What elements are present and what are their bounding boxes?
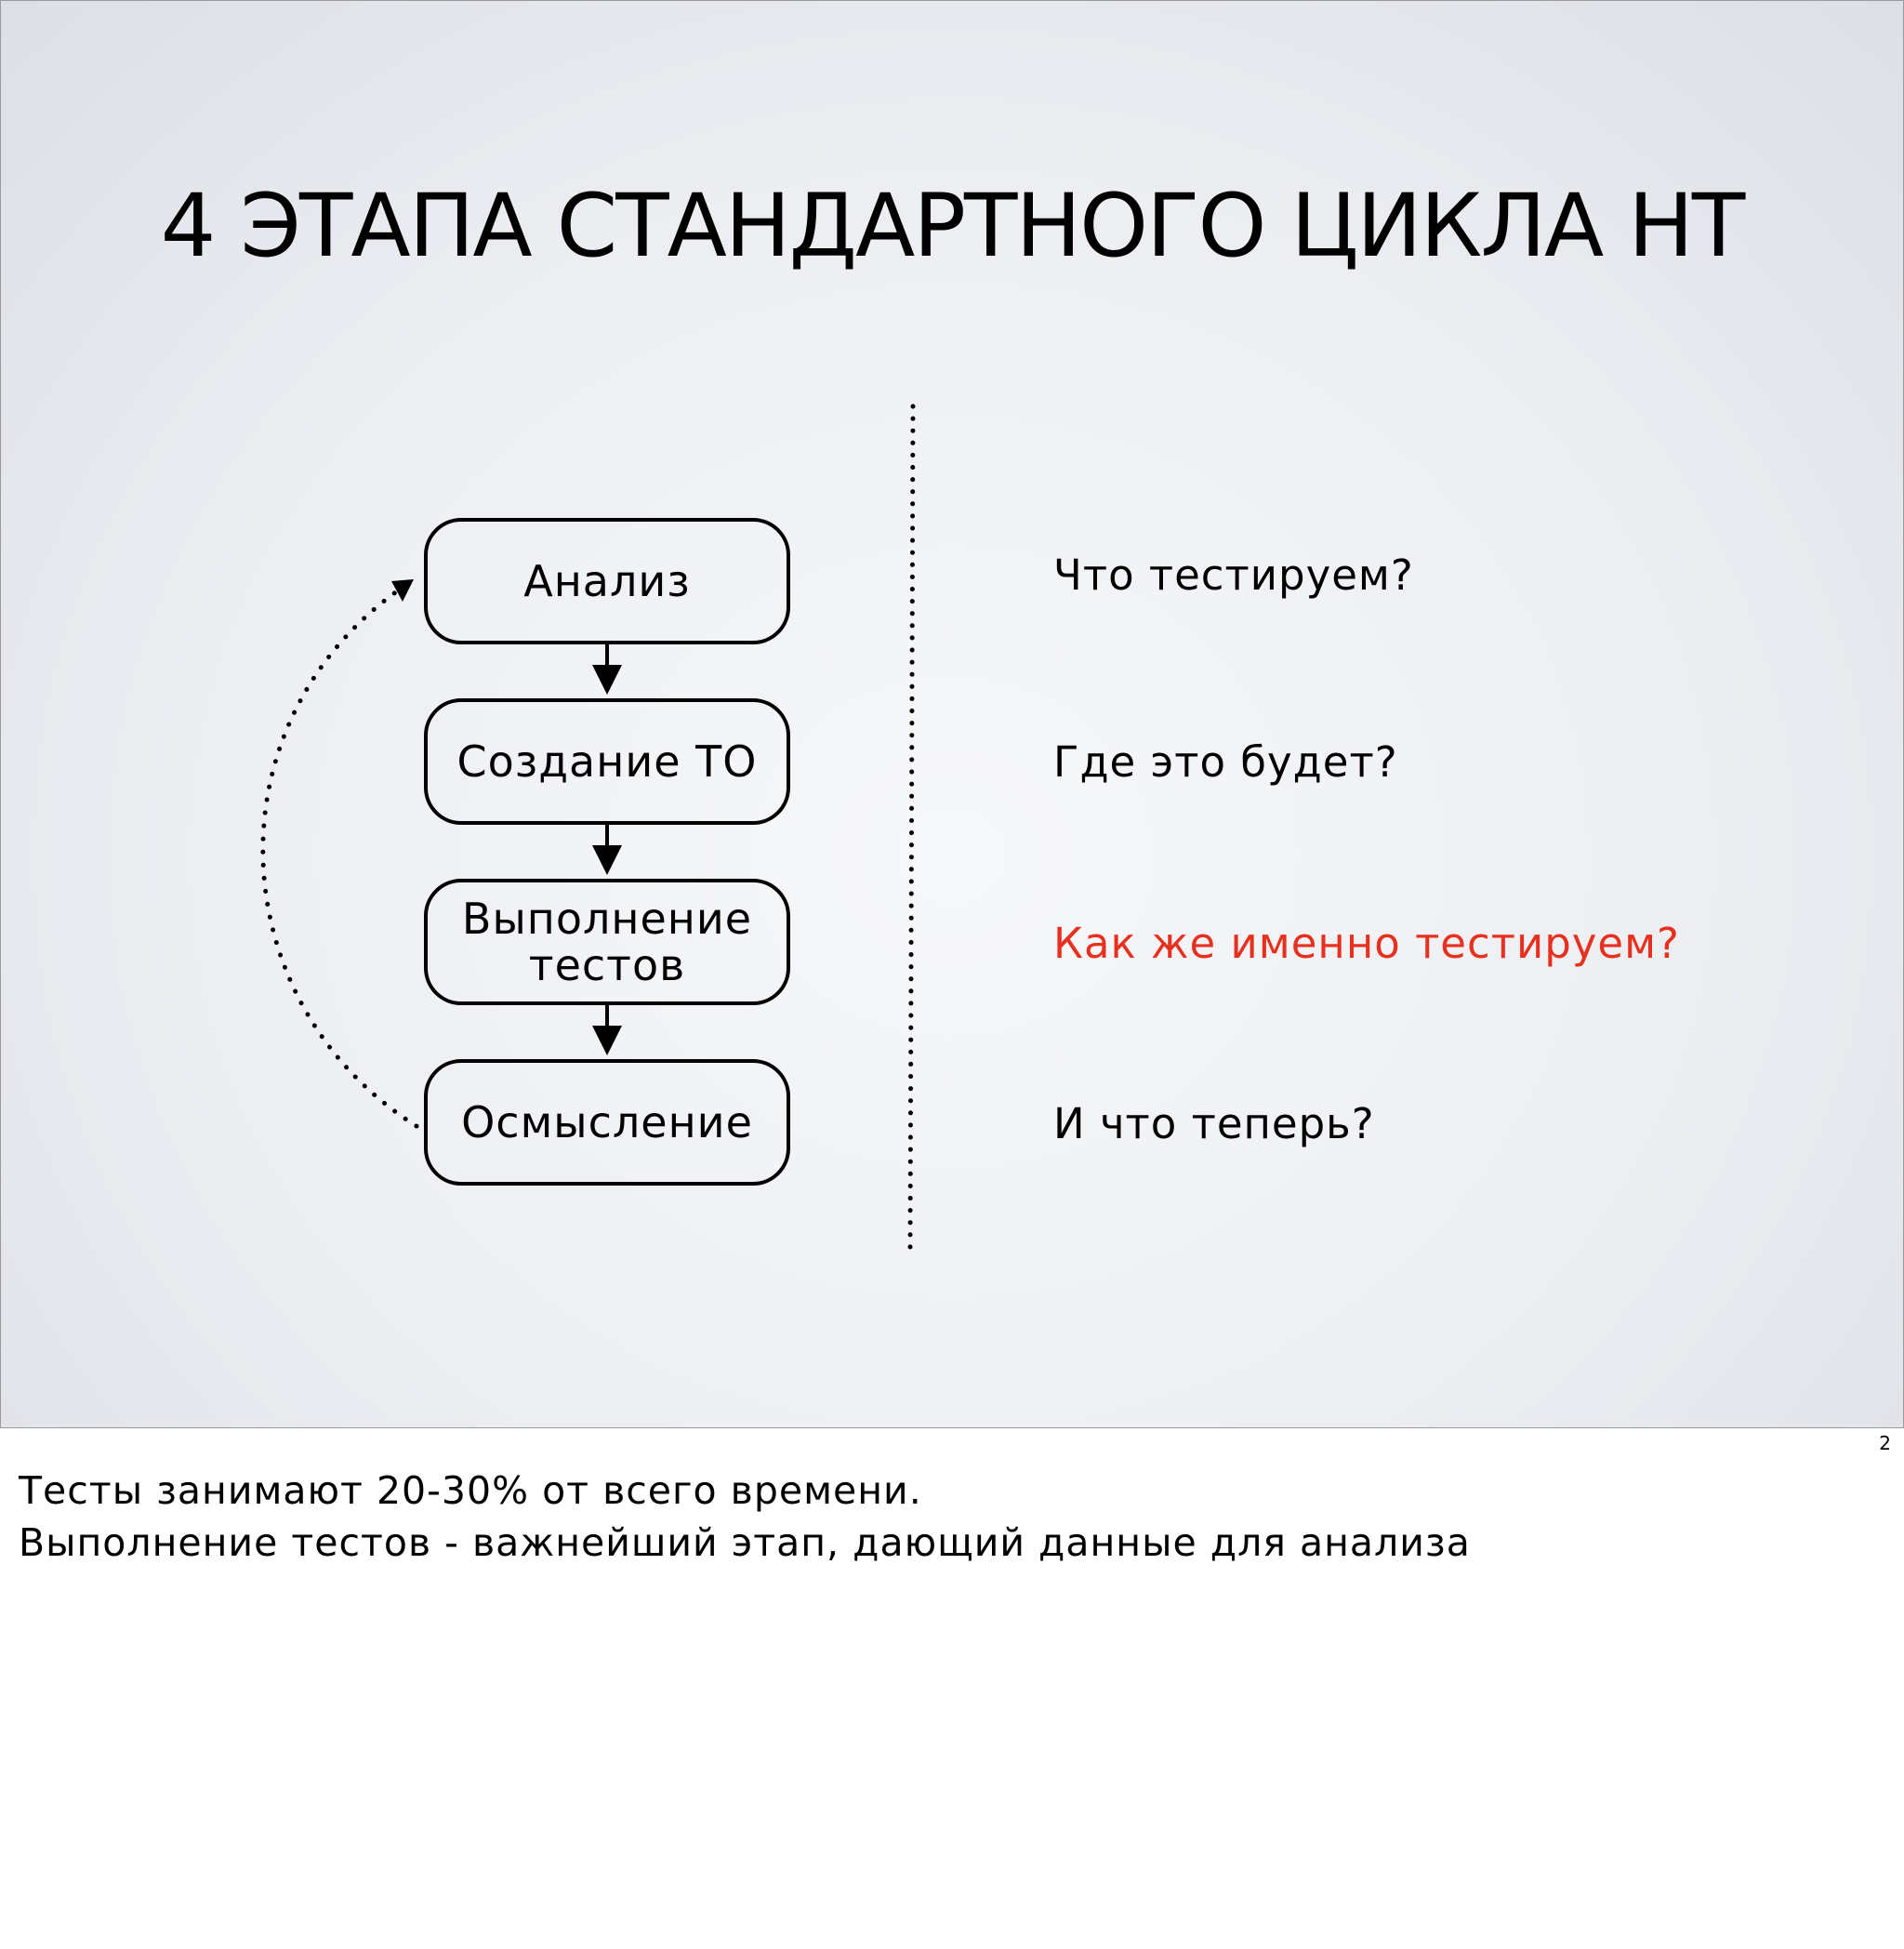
feedback-loop-arrowhead [391,579,414,602]
notes-line-2: Выполнение тестов - важнейший этап, дающий данные для анализа [19,1520,1471,1565]
notes-line-1: Тесты занимают 20-30% от всего времени. [19,1468,922,1513]
slide-title: 4 ЭТАПА СТАНДАРТНОГО ЦИКЛА НТ [160,176,1744,277]
feedback-loop-arrow [263,589,416,1126]
diagram-connectors [1,1,1903,1427]
step-test-object-creation-label: Создание ТО [456,736,758,787]
step-test-execution [424,879,790,1005]
dotted-divider [910,406,913,1247]
question-what-next: И что теперь? [1053,1099,1375,1148]
step-test-object-creation [424,698,790,825]
question-what: Что тестируем? [1053,550,1414,600]
question-how: Как же именно тестируем? [1053,919,1680,968]
step-test-execution-label-line1: Выполнение [461,894,753,944]
step-analysis-label: Анализ [523,556,691,606]
step-analysis [424,518,790,644]
page-number: 2 [1879,1432,1891,1454]
step-review [424,1059,790,1186]
question-where: Где это будет? [1053,737,1398,787]
speaker-notes [19,1465,1471,1569]
step-test-execution-label-line2: тестов [528,940,686,990]
step-review-label: Осмысление [461,1097,753,1147]
